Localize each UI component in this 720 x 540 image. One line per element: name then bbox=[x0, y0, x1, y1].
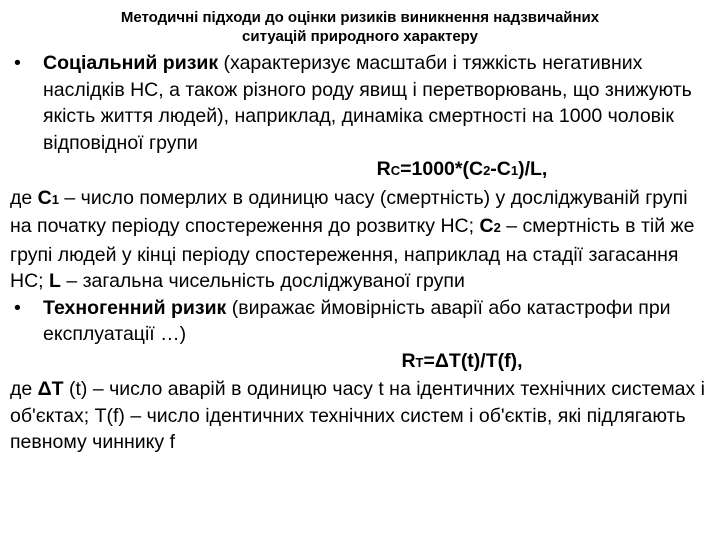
technogenic-risk-where-paragraph: де ΔT (t) – число аварій в одиницю часу t на ідентичних технічних системах і об'єктах; T(f) – число ідентичних технічних систем і об'єктів, які підлягають певному чиннику f bbox=[10, 378, 706, 453]
social-risk-term: Соціальний ризик bbox=[43, 52, 219, 74]
bullet-technogenic-risk bbox=[10, 295, 714, 348]
social-risk-description: (характеризує масштаби і тяжкість негативних наслідків НС, а також різного роду явищ і перетворювань, що знижують якість життя людей), наприклад, динаміка смертності на 1000 чоловік відповідної групи bbox=[43, 52, 692, 154]
bullet-social-risk bbox=[10, 50, 714, 156]
title-line-1: Методичні підходи до оцінки ризиків виникнення надзвичайних bbox=[120, 9, 600, 26]
technogenic-risk-description: (виражає ймовірність аварії або катастрофи при експлуатації …) bbox=[43, 296, 671, 345]
slide-body bbox=[10, 50, 714, 456]
slide-title bbox=[60, 8, 660, 46]
social-risk-where-paragraph: де С1 – число померлих в одиницю часу (смертність) у досліджуваній групі на початку періоду спостереження до розвитку НС; С2 – смертність в тій же групі людей у кінці періоду спостереження, наприклад на стадії загасання НС; L – загальна чисельність досліджуваної групи bbox=[10, 186, 695, 292]
title-line-2: ситуацій природного характеру bbox=[242, 28, 478, 45]
bullet-dot: • bbox=[14, 52, 21, 74]
technogenic-risk-formula: RТ=ΔT(t)/T(f), bbox=[401, 349, 523, 372]
bullet-dot: • bbox=[14, 296, 21, 319]
social-risk-formula: RС=1000*(С2-С1)/L, bbox=[376, 158, 548, 180]
technogenic-risk-term: Техногенний ризик bbox=[43, 296, 227, 319]
